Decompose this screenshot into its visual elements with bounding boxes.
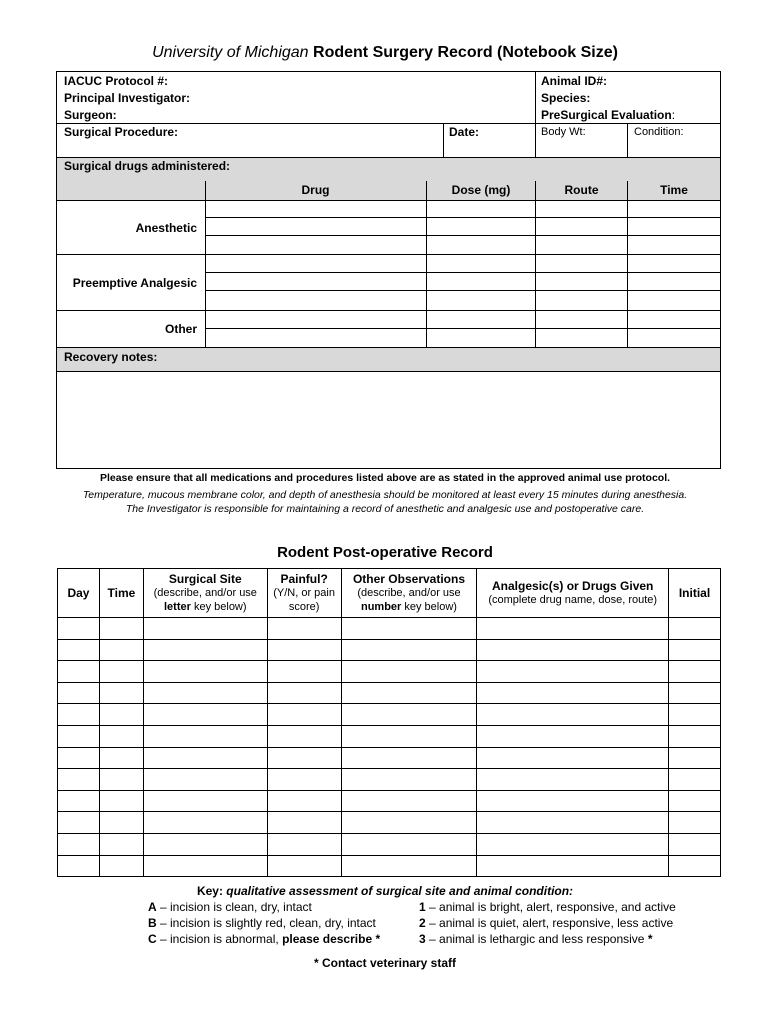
key-a xyxy=(148,899,312,915)
table-cell[interactable] xyxy=(477,704,669,726)
drug-row-line-0 xyxy=(57,200,720,201)
table-cell[interactable] xyxy=(669,833,721,855)
table-cell[interactable] xyxy=(267,833,341,855)
table-cell[interactable] xyxy=(477,639,669,661)
col-obs-label: Other Observations xyxy=(352,572,465,586)
postop-body xyxy=(58,618,721,877)
surgeon-label: Surgeon: xyxy=(64,108,117,122)
table-cell[interactable] xyxy=(143,661,267,683)
col-analgesic-label: Analgesic(s) or Drugs Given xyxy=(492,579,654,593)
table-cell[interactable] xyxy=(143,682,267,704)
table-cell[interactable] xyxy=(341,618,477,640)
col-obs-sub2-wrap xyxy=(342,600,477,614)
table-cell[interactable] xyxy=(477,790,669,812)
drugs-section-label: Surgical drugs administered: xyxy=(64,159,231,173)
drug-col-line-3 xyxy=(535,181,536,347)
row-anesthetic: Anesthetic xyxy=(135,221,197,235)
table-row xyxy=(58,855,721,877)
table-cell[interactable] xyxy=(267,682,341,704)
iacuc-protocol-label: IACUC Protocol #: xyxy=(64,74,169,88)
header-divider-right xyxy=(535,71,536,157)
recovery-top-line xyxy=(57,347,720,348)
drug-col-line-2 xyxy=(426,181,427,347)
table-cell[interactable] xyxy=(58,747,100,769)
row-preemptive-analgesic: Preemptive Analgesic xyxy=(72,276,197,290)
principal-investigator-label: Principal Investigator: xyxy=(64,91,191,105)
table-cell[interactable] xyxy=(99,639,143,661)
drug-row-line-3 xyxy=(57,254,720,255)
key-1-text: – animal is bright, alert, responsive, and active xyxy=(425,900,676,914)
table-row xyxy=(58,639,721,661)
col-site-sub2-wrap xyxy=(144,600,267,614)
table-row xyxy=(58,618,721,640)
table-row xyxy=(58,790,721,812)
table-cell[interactable] xyxy=(143,833,267,855)
table-cell[interactable] xyxy=(669,855,721,877)
table-cell[interactable] xyxy=(267,812,341,834)
key-2 xyxy=(419,915,673,931)
table-cell[interactable] xyxy=(669,661,721,683)
row-other: Other xyxy=(164,322,197,336)
recovery-bottom-line xyxy=(57,371,720,372)
key-c-letter: C xyxy=(148,932,157,946)
table-cell[interactable] xyxy=(341,639,477,661)
presurgical-evaluation-text: PreSurgical Evaluation xyxy=(541,108,672,122)
table-cell[interactable] xyxy=(58,704,100,726)
table-row xyxy=(58,747,721,769)
col-dose: Dose (mg) xyxy=(451,183,511,197)
table-cell[interactable] xyxy=(669,618,721,640)
table-row xyxy=(58,769,721,791)
table-cell[interactable] xyxy=(99,833,143,855)
condition-label: Condition: xyxy=(634,126,684,138)
procedure-line xyxy=(57,123,720,124)
key-a-text: – incision is clean, dry, intact xyxy=(156,900,312,914)
table-cell[interactable] xyxy=(143,812,267,834)
table-cell[interactable] xyxy=(143,747,267,769)
form-title: Rodent Surgery Record (Notebook Size) xyxy=(313,44,618,61)
condition-divider xyxy=(627,123,628,157)
table-cell[interactable] xyxy=(669,725,721,747)
key-a-letter: A xyxy=(148,900,157,914)
ensure-note: Please ensure that all medications and procedures listed above are as stated in the approved animal use protocol. xyxy=(99,472,671,484)
drug-row-line-1 xyxy=(205,217,720,218)
table-cell[interactable] xyxy=(267,855,341,877)
table-row xyxy=(58,812,721,834)
postop-table xyxy=(57,568,721,877)
key-3-text: – animal is lethargic and less responsive xyxy=(425,932,648,946)
table-cell[interactable] xyxy=(341,855,477,877)
postop-header-row xyxy=(58,569,721,618)
surgical-procedure-label: Surgical Procedure: xyxy=(64,125,179,139)
table-cell[interactable] xyxy=(267,747,341,769)
page-title xyxy=(0,44,770,62)
table-cell[interactable] xyxy=(267,639,341,661)
table-cell[interactable] xyxy=(58,855,100,877)
table-cell[interactable] xyxy=(669,747,721,769)
table-cell[interactable] xyxy=(58,769,100,791)
drug-col-line-4 xyxy=(627,181,628,347)
col-site-label: Surgical Site xyxy=(168,572,242,586)
animal-id-label: Animal ID#: xyxy=(541,74,608,88)
table-cell[interactable] xyxy=(477,747,669,769)
key-1-number: 1 xyxy=(419,900,426,914)
body-weight-label: Body Wt: xyxy=(541,126,586,138)
table-cell[interactable] xyxy=(341,661,477,683)
table-cell[interactable] xyxy=(669,790,721,812)
key-3-number: 3 xyxy=(419,932,426,946)
table-cell[interactable] xyxy=(58,661,100,683)
table-cell[interactable] xyxy=(58,682,100,704)
table-cell[interactable] xyxy=(669,704,721,726)
table-cell[interactable] xyxy=(99,725,143,747)
postop-col-initial xyxy=(669,569,721,618)
table-cell[interactable] xyxy=(58,833,100,855)
postop-col-time xyxy=(99,569,143,618)
table-cell[interactable] xyxy=(58,725,100,747)
col-initial-label: Initial xyxy=(678,586,711,600)
monitor-note: Temperature, mucous membrane color, and depth of anesthesia should be monitored at least every 15 minutes during anesthesia. xyxy=(82,489,688,501)
table-cell[interactable] xyxy=(669,682,721,704)
institution-name: University of Michigan xyxy=(152,44,309,61)
recovery-notes-label: Recovery notes: xyxy=(64,350,158,364)
key-b xyxy=(148,915,376,931)
drug-row-line-4 xyxy=(205,272,720,273)
key-c xyxy=(148,931,380,947)
table-cell[interactable] xyxy=(143,704,267,726)
table-cell[interactable] xyxy=(477,855,669,877)
table-cell[interactable] xyxy=(99,704,143,726)
table-cell[interactable] xyxy=(477,725,669,747)
col-drug: Drug xyxy=(301,183,330,197)
table-cell[interactable] xyxy=(341,704,477,726)
drug-row-line-6 xyxy=(57,310,720,311)
key-b-text: – incision is slightly red, clean, dry, intact xyxy=(156,916,376,930)
table-row xyxy=(58,661,721,683)
table-cell[interactable] xyxy=(58,812,100,834)
table-cell[interactable] xyxy=(143,725,267,747)
postop-col-analgesic xyxy=(477,569,669,618)
postop-col-site xyxy=(143,569,267,618)
table-cell[interactable] xyxy=(143,639,267,661)
table-row xyxy=(58,704,721,726)
table-cell[interactable] xyxy=(267,704,341,726)
key-3 xyxy=(419,931,652,947)
drugs-top-line xyxy=(57,157,720,158)
table-cell[interactable] xyxy=(99,769,143,791)
col-painful-sub: (Y/N, or pain score) xyxy=(273,587,335,613)
date-divider xyxy=(443,123,444,157)
table-cell[interactable] xyxy=(341,833,477,855)
investigator-note: The Investigator is responsible for maintaining a record of anesthetic and analgesic use and postoperative care. xyxy=(125,503,645,515)
col-time-label: Time xyxy=(107,586,136,600)
col-obs-key: number xyxy=(360,601,402,613)
table-cell[interactable] xyxy=(477,833,669,855)
table-cell[interactable] xyxy=(143,855,267,877)
table-cell[interactable] xyxy=(99,682,143,704)
col-route: Route xyxy=(564,183,599,197)
col-analgesic-sub: (complete drug name, dose, route) xyxy=(488,594,658,606)
drug-row-line-7 xyxy=(205,328,720,329)
table-cell[interactable] xyxy=(477,682,669,704)
postop-title: Rodent Post-operative Record xyxy=(277,544,493,561)
table-cell[interactable] xyxy=(341,747,477,769)
table-cell[interactable] xyxy=(99,747,143,769)
col-site-key: letter xyxy=(164,601,191,613)
table-cell[interactable] xyxy=(669,812,721,834)
table-cell[interactable] xyxy=(143,769,267,791)
table-cell[interactable] xyxy=(477,769,669,791)
table-cell[interactable] xyxy=(341,682,477,704)
postop-col-painful xyxy=(267,569,341,618)
key-title: qualitative assessment of surgical site and animal condition: xyxy=(226,884,574,898)
table-cell[interactable] xyxy=(341,769,477,791)
key-label: Key: xyxy=(196,884,223,898)
key-3-star: * xyxy=(647,932,653,946)
table-cell[interactable] xyxy=(143,618,267,640)
col-obs-sub1: (describe, and/or use xyxy=(357,587,461,599)
table-cell[interactable] xyxy=(99,790,143,812)
drug-row-line-5 xyxy=(205,290,720,291)
key-b-letter: B xyxy=(148,916,157,930)
table-cell[interactable] xyxy=(477,812,669,834)
key-2-number: 2 xyxy=(419,916,426,930)
table-cell[interactable] xyxy=(669,769,721,791)
key-heading xyxy=(0,883,770,899)
table-cell[interactable] xyxy=(58,639,100,661)
presurgical-evaluation-label xyxy=(541,108,675,122)
key-c-bold: please describe * xyxy=(282,932,381,946)
table-cell[interactable] xyxy=(267,661,341,683)
col-painful-label: Painful? xyxy=(280,572,328,586)
col-site-sub1: (describe, and/or use xyxy=(153,587,257,599)
drug-col-line-1 xyxy=(205,181,206,347)
table-cell[interactable] xyxy=(341,790,477,812)
table-cell[interactable] xyxy=(267,725,341,747)
table-cell[interactable] xyxy=(669,639,721,661)
presurgical-colon: : xyxy=(671,108,676,122)
contact-vet-note: * Contact veterinary staff xyxy=(313,956,457,970)
table-cell[interactable] xyxy=(477,618,669,640)
table-row xyxy=(58,833,721,855)
table-cell[interactable] xyxy=(341,725,477,747)
table-cell[interactable] xyxy=(99,618,143,640)
table-cell[interactable] xyxy=(477,661,669,683)
table-cell[interactable] xyxy=(267,769,341,791)
table-cell[interactable] xyxy=(267,790,341,812)
table-cell[interactable] xyxy=(99,855,143,877)
table-cell[interactable] xyxy=(99,661,143,683)
table-cell[interactable] xyxy=(341,812,477,834)
key-c-text: – incision is abnormal, xyxy=(156,932,283,946)
table-cell[interactable] xyxy=(143,790,267,812)
postop-col-day xyxy=(58,569,100,618)
table-cell[interactable] xyxy=(58,790,100,812)
drug-row-line-2 xyxy=(205,235,720,236)
col-time: Time xyxy=(660,183,688,197)
table-cell[interactable] xyxy=(99,812,143,834)
key-1 xyxy=(419,899,676,915)
species-label: Species: xyxy=(541,91,591,105)
col-day-label: Day xyxy=(67,586,90,600)
key-2-text: – animal is quiet, alert, responsive, less active xyxy=(425,916,674,930)
date-label: Date: xyxy=(449,125,480,139)
col-site-sub2: key below) xyxy=(190,601,247,613)
table-row xyxy=(58,725,721,747)
table-row xyxy=(58,682,721,704)
table-cell[interactable] xyxy=(267,618,341,640)
postop-col-observations xyxy=(341,569,477,618)
col-obs-sub2: key below) xyxy=(401,601,457,613)
table-cell[interactable] xyxy=(58,618,100,640)
